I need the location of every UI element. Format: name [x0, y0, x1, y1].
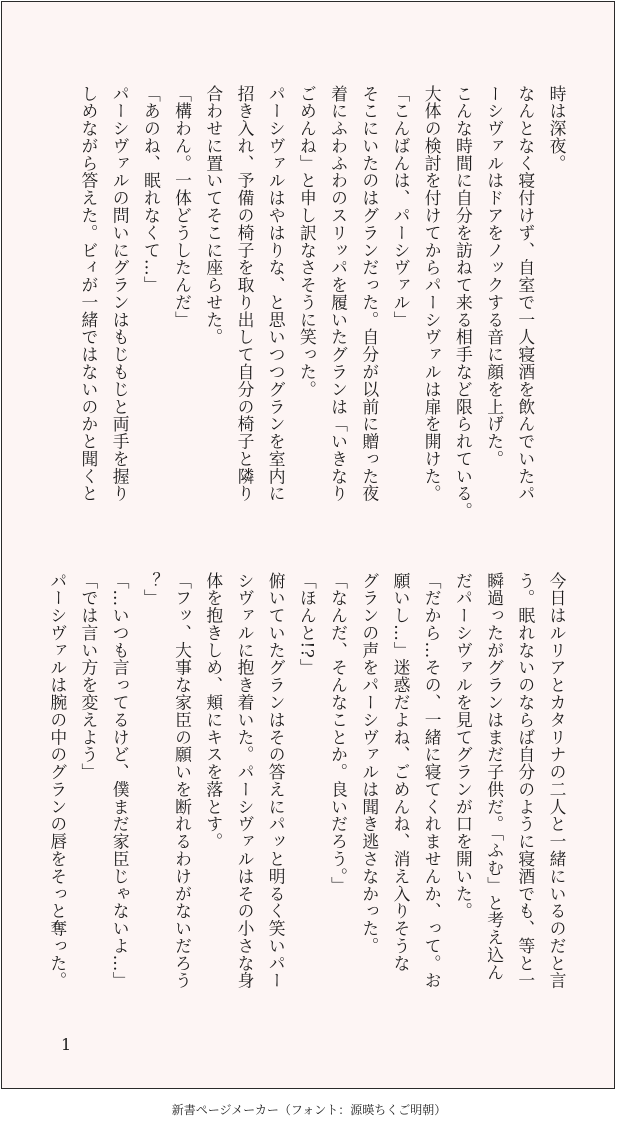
text-line: しめながら答えた。ビィが一緒ではないのかと聞くと: [78, 85, 99, 503]
text-line: う。眠れないのならば自分のように寝酒でも、等と一: [515, 572, 536, 990]
text-line: 「構わん。一体どうしたんだ」: [172, 85, 193, 329]
text-line: 「あのね、眠れなくて…」: [141, 85, 162, 294]
text-line: 瞬過ったがグランはまだ子供だ。「ふむ」と考え込ん: [484, 572, 505, 981]
text-line: なんとなく寝付けず、自室で一人寝酒を飲んでいたパ: [515, 85, 536, 503]
text-line: 着にふわふわのスリッパを履いたグランは「いきなり: [328, 85, 349, 503]
text-line: ごめんね」と申し訳なさそうに笑った。: [297, 85, 318, 399]
text-line: 合わせに置いてそこに座らせた。: [203, 85, 224, 346]
text-line: こんな時間に自分を訪ねて来る相手など限られている。: [453, 85, 474, 520]
lower-text-block: [42, 572, 572, 1012]
text-line: 「こんばんは、パーシヴァル」: [390, 85, 411, 329]
text-line: 体を抱きしめ、頬にキスを落とす。: [203, 572, 224, 851]
text-line: ーシヴァルはドアをノックする音に顔を上げた。: [484, 85, 505, 468]
page-number: 1: [61, 1035, 72, 1054]
text-line: 「ほんと!?」: [297, 572, 318, 676]
text-line: だパーシヴァルを見てグランが口を開いた。: [453, 572, 474, 920]
text-line: 大体の検討を付けてからパーシヴァルは扉を開けた。: [422, 85, 443, 503]
text-line: パーシヴァルはやはりな、と思いつつグランを室内に: [266, 85, 287, 503]
text-line: 「では言い方を変えよう」: [78, 572, 99, 781]
text-line: 時は深夜。: [547, 85, 567, 172]
text-line: パーシヴァルの問いにグランはもじもじと両手を握り: [110, 85, 131, 503]
text-line: シヴァルに抱き着いた。パーシヴァルはその小さな身: [234, 572, 255, 990]
text-line: 「だから…その、一緒に寝てくれませんか、って。お: [422, 572, 443, 990]
footer-credit: 新書ページメーカー（フォント：源暎ちくご明朝）: [171, 1103, 447, 1117]
text-line: グランの声をパーシヴァルは聞き逃さなかった。: [359, 572, 380, 955]
upper-text-block: [73, 85, 572, 525]
text-line: 「なんだ、そんなことか。良いだろう。」: [328, 572, 349, 895]
text-line: そこにいたのはグランだった。自分が以前に贈った夜: [359, 85, 380, 503]
text-line: ？」: [141, 572, 162, 607]
text-line: 願いし…」迷惑だよね、ごめんね、消え入りそうな: [390, 572, 411, 972]
book-page: [1, 1, 615, 1089]
text-line: パーシヴァルは腕の中のグランの唇をそっと奪った。: [47, 572, 68, 990]
text-line: 俯いていたグランはその答えにパッと明るく笑いパー: [266, 572, 287, 990]
text-line: 「…いつも言ってるけど、僕まだ家臣じゃないよ…」: [110, 572, 131, 990]
text-line: 「フッ、大事な家臣の願いを断れるわけがないだろう: [172, 572, 193, 990]
text-line: 今日はルリアとカタリナの二人と一緒にいるのだと言: [547, 572, 567, 990]
text-line: 招き入れ、予備の椅子を取り出して自分の椅子と隣り: [234, 85, 255, 503]
